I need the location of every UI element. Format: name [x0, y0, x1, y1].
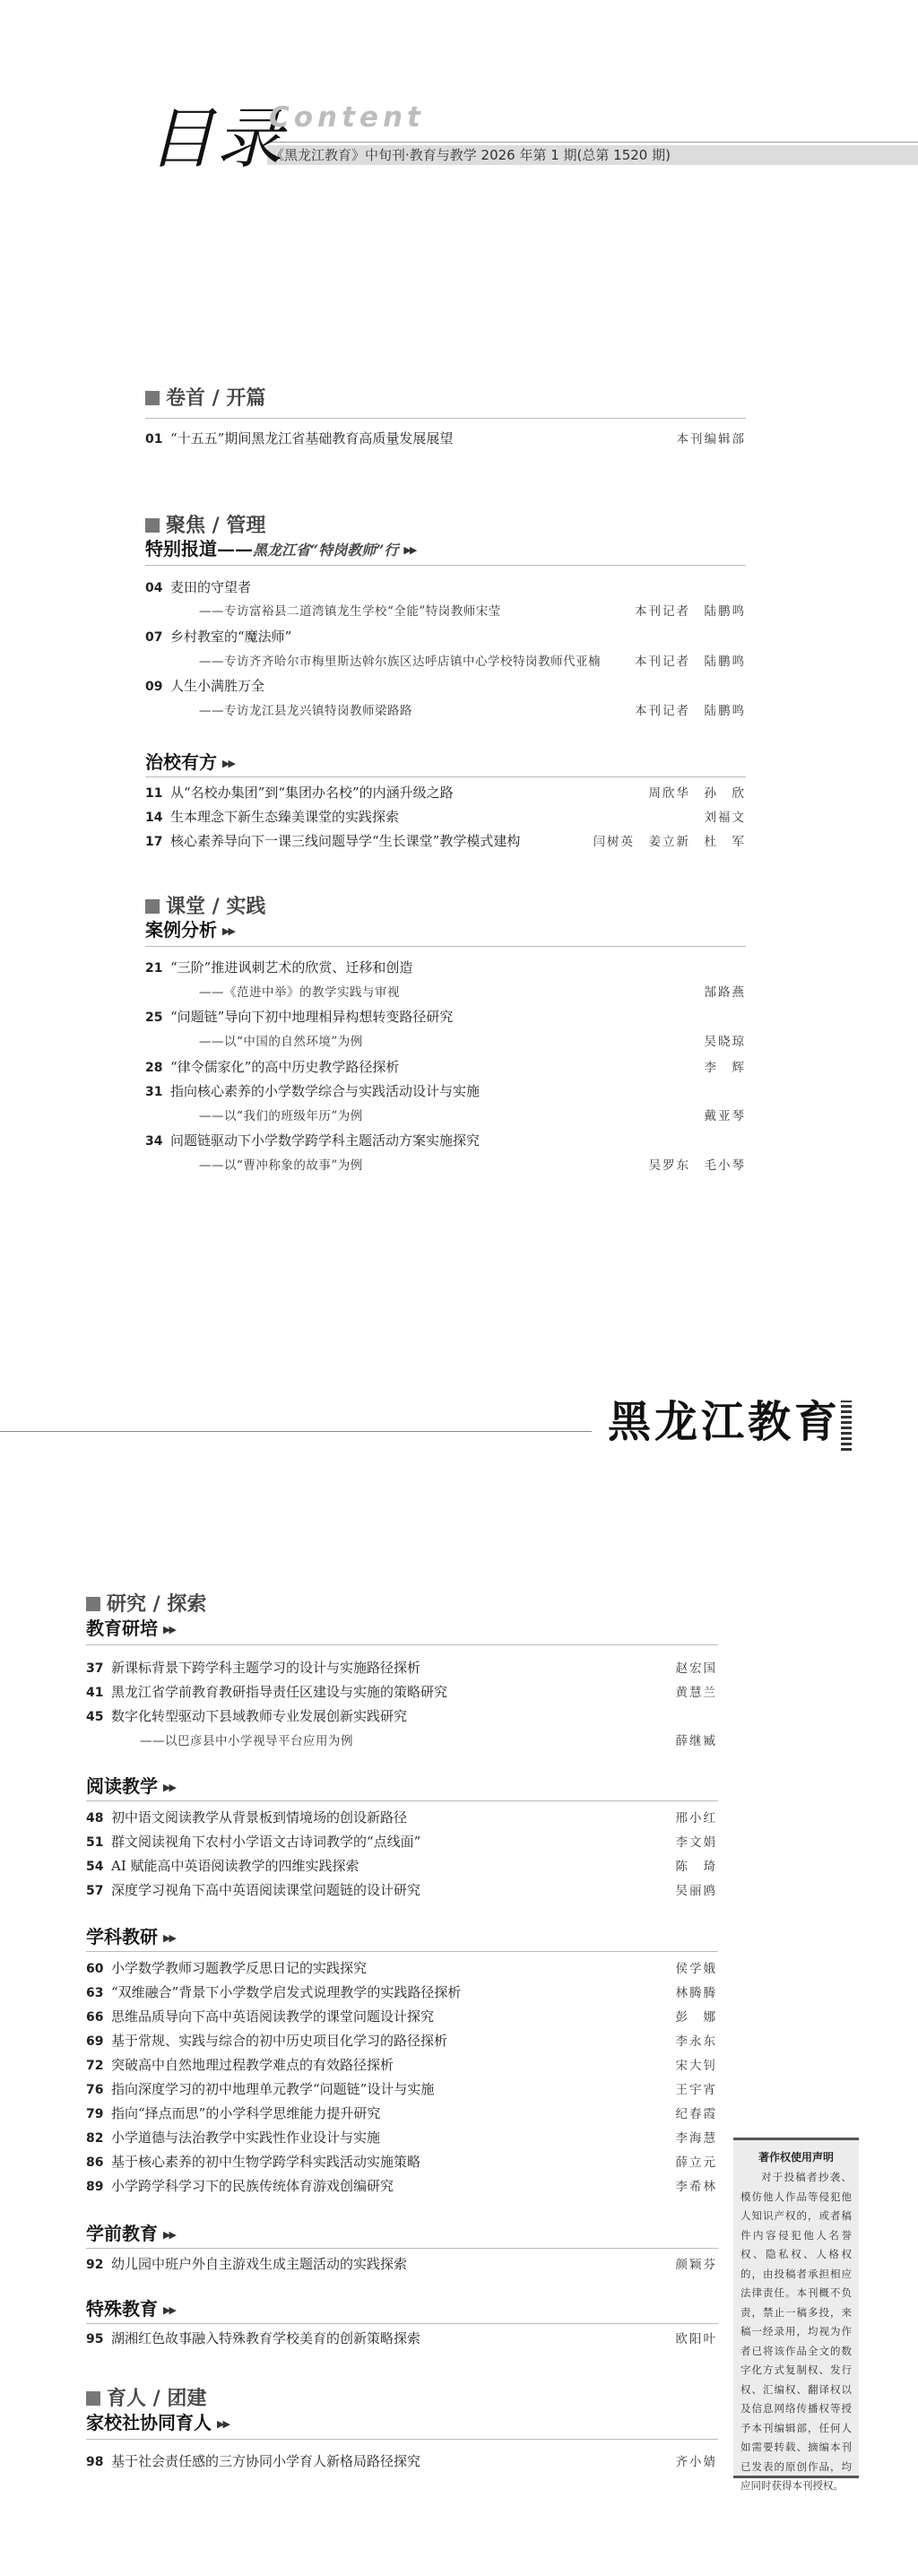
square-bullet-icon: [86, 2391, 100, 2406]
entry-title[interactable]: 基于核心素养的初中生物学跨学科实践活动实施策略: [111, 2154, 421, 2170]
entry-subtitle: ——以“中国的自然环境”为例: [199, 1035, 363, 1049]
entry-title[interactable]: 小学道德与法治教学中实践性作业设计与实施: [111, 2129, 381, 2146]
entry-title[interactable]: 初中语文阅读教学从背景板到情境场的创设新路径: [111, 1809, 408, 1826]
entry-title[interactable]: 小学跨学科学习下的民族传统体育游戏创编研究: [111, 2178, 394, 2194]
section-yuren: 育人 / 团建: [86, 2388, 206, 2411]
entry-title[interactable]: 问题链驱动下小学数学跨学科主题活动方案实施探究: [170, 1132, 481, 1149]
section-juanshou: 卷首 / 开篇: [145, 387, 265, 411]
entry-author: 林腾腾: [675, 1986, 717, 2000]
entry-number: 69: [86, 2034, 104, 2049]
entry-number: 79: [86, 2107, 104, 2121]
subsection-jiaxiao: 家校社协同育人 ▶▶: [86, 2412, 229, 2433]
entry-author: 侯学娥: [675, 1962, 717, 1976]
entry-number: 07: [145, 630, 163, 645]
entry-subtitle: ——专访富裕县二道湾镇龙生学校“全能”特岗教师宋莹: [199, 604, 501, 619]
entry-title[interactable]: 乡村教室的“魔法师”: [170, 629, 292, 645]
section-rule: [86, 1951, 718, 1952]
section-ketang: 课堂 / 实践: [145, 896, 265, 919]
entry-number: 09: [145, 680, 163, 694]
entry-number: 25: [145, 1010, 163, 1025]
copyright-box-top-rule: [733, 2138, 859, 2140]
entry-number: 11: [145, 786, 163, 801]
entry-number: 66: [86, 2010, 104, 2025]
entry-number: 60: [86, 1962, 104, 1976]
entry-title[interactable]: 湖湘红色故事融入特殊教育学校美育的创新策略探索: [111, 2330, 421, 2346]
entry-title[interactable]: 思维品质导向下高中英语阅读教学的课堂问题设计探究: [111, 2008, 435, 2025]
double-arrow-icon: ▶▶: [163, 1782, 175, 1793]
entry-title[interactable]: 基于社会责任感的三方协同小学育人新格局路径探究: [111, 2453, 421, 2469]
entry-title[interactable]: “三阶”推进讽刺艺术的欣赏、迁移和创造: [170, 959, 413, 976]
section-rule: [145, 776, 746, 777]
entry-number: 37: [86, 1661, 104, 1676]
entry-number: 45: [86, 1710, 104, 1724]
entry-number: 57: [86, 1884, 104, 1898]
entry-number: 54: [86, 1860, 104, 1874]
page-title: 目录: [148, 100, 284, 178]
content-word: Content: [269, 101, 425, 134]
entry-title[interactable]: 指向“择点而思”的小学科学思维能力提升研究: [111, 2105, 381, 2121]
entry-subtitle: ——专访齐齐哈尔市梅里斯达斡尔族区达呼店镇中心学校特岗教师代亚楠: [199, 655, 601, 669]
entry-number: 72: [86, 2059, 104, 2073]
entry-title[interactable]: “问题链”导向下初中地理相异构想转变路径研究: [170, 1009, 454, 1025]
subsection-zhixiao: 治校有方 ▶▶: [145, 751, 234, 773]
entry-author: 宋大钊: [675, 2059, 717, 2073]
entry-author: 本刊编辑部: [676, 432, 746, 447]
entry-author: 李文娟: [675, 1835, 717, 1850]
entry-author: 颜颖芬: [675, 2258, 717, 2272]
entry-author: 吴晓琼: [704, 1035, 746, 1049]
entry-title[interactable]: 指向核心素养的小学数学综合与实践活动设计与实施: [170, 1083, 481, 1099]
issue-subtitle: 《黑龙江教育》中旬刊·教育与教学 2026 年第 1 期(总第 1520 期): [271, 147, 671, 163]
subsection-yuedu: 阅读教学 ▶▶: [86, 1775, 175, 1797]
entry-author: 赵宏国: [675, 1661, 717, 1676]
entry-number: 14: [145, 811, 163, 825]
entry-title[interactable]: 麦田的守望者: [170, 579, 252, 595]
calligraphy-edge: [841, 1401, 852, 1451]
entry-title[interactable]: 数字化转型驱动下县域教师专业发展创新实践研究: [111, 1708, 408, 1724]
entry-author: 郜路燕: [704, 985, 746, 1000]
section-rule: [145, 565, 746, 566]
entry-author: 戴亚琴: [704, 1109, 746, 1123]
entry-number: 89: [86, 2180, 104, 2194]
entry-author: 彭 娜: [675, 2010, 717, 2025]
entry-subtitle: ——《范进中举》的教学实践与审视: [199, 985, 400, 1000]
entry-title[interactable]: 黑龙江省学前教育教研指导责任区建设与实施的策略研究: [111, 1684, 448, 1700]
entry-author: 邢小红: [675, 1811, 717, 1826]
double-arrow-icon: ▶▶: [217, 2418, 229, 2430]
entry-author: 薛立元: [675, 2155, 717, 2170]
entry-title[interactable]: 新课标背景下跨学科主题学习的设计与实施路径探析: [111, 1660, 421, 1676]
section-yanjiu: 研究 / 探索: [86, 1593, 206, 1617]
entry-number: 92: [86, 2258, 104, 2272]
entry-number: 01: [145, 432, 163, 447]
entry-author: 陈 琦: [675, 1860, 717, 1874]
square-bullet-icon: [145, 518, 160, 533]
entry-author: 闫树英 姜立新 杜 军: [593, 835, 746, 849]
entry-number: 04: [145, 581, 163, 595]
square-bullet-icon: [145, 391, 160, 405]
section-rule: [145, 418, 746, 419]
entry-author: 吴罗东 毛小琴: [648, 1158, 746, 1173]
section-rule: [86, 2248, 718, 2249]
entry-author: 吴丽鸥: [675, 1884, 717, 1898]
page-divider: [0, 1431, 592, 1432]
entry-number: 95: [86, 2332, 104, 2346]
double-arrow-icon: ▶▶: [163, 1624, 175, 1635]
entry-author: 本刊记者 陆鹏鸣: [635, 604, 746, 619]
subsection-anli: 案例分析 ▶▶: [145, 919, 234, 941]
section-rule: [86, 2439, 718, 2440]
entry-number: 76: [86, 2083, 104, 2097]
entry-number: 41: [86, 1686, 104, 1700]
entry-title[interactable]: 从“名校办集团”到“集团办名校”的内涵升级之路: [170, 785, 454, 801]
copyright-body: 对于投稿者抄袭、模仿他人作品等侵犯他人知识产权的，或者稿件内容侵犯他人名誉权、隐私权、人格权的，由投稿者承担相应法律责任。本刊概不负责，禁止一稿多投，来稿一经录用，均视为作者已将该作品全文的数字化方式复制权、发行权、汇编权、翻译权以及信息网络传播权等授予本刊编辑部，任何人如需要转载、摘编本刊已发表的原创作品，均应同时获得本刊授权。: [740, 2171, 852, 2492]
calligraphy-logo: 黑龙江教育: [608, 1397, 842, 1447]
entry-author: 纪春霞: [675, 2107, 717, 2121]
entry-author: 黄慧兰: [675, 1686, 717, 1700]
entry-author: 本刊记者 陆鹏鸣: [635, 655, 746, 669]
double-arrow-icon: ▶▶: [222, 758, 234, 769]
entry-title[interactable]: 幼儿园中班户外自主游戏生成主题活动的实践探索: [111, 2256, 408, 2272]
entry-title[interactable]: AI 赋能高中英语阅读教学的四维实践探索: [111, 1858, 359, 1874]
entry-title[interactable]: 指向深度学习的初中地理单元教学“问题链”设计与实施: [111, 2081, 435, 2097]
double-arrow-icon: ▶▶: [163, 2229, 175, 2241]
entry-author: 周欣华 孙 欣: [648, 786, 746, 801]
entry-author: 本刊记者 陆鹏鸣: [635, 704, 746, 718]
entry-author: 李海慧: [675, 2131, 717, 2146]
entry-number: 63: [86, 1986, 104, 2000]
subsection-jiaoyu: 教育研培 ▶▶: [86, 1618, 175, 1639]
entry-number: 82: [86, 2131, 104, 2146]
entry-title[interactable]: 群文阅读视角下农村小学语文古诗词教学的“点线面”: [111, 1834, 421, 1850]
entry-title[interactable]: 小学数学教师习题教学反思日记的实践探究: [111, 1960, 368, 1976]
copyright-title: 著作权使用声明: [758, 2151, 834, 2164]
double-arrow-icon: ▶▶: [163, 1932, 175, 1944]
entry-title[interactable]: 生本理念下新生态臻美课堂的实践探索: [170, 809, 400, 825]
section-jujiao: 聚焦 / 管理: [145, 515, 265, 538]
entry-number: 98: [86, 2455, 104, 2469]
entry-number: 86: [86, 2155, 104, 2170]
section-rule: [86, 2323, 718, 2324]
entry-title[interactable]: 深度学习视角下高中英语阅读课堂问题链的设计研究: [111, 1882, 421, 1898]
entry-subtitle: ——专访龙江县龙兴镇特岗教师梁路路: [199, 704, 412, 718]
entry-subtitle: ——以巴彦县中小学视导平台应用为例: [140, 1734, 353, 1748]
entry-number: 31: [145, 1085, 163, 1099]
subsection-tebie: 特别报道——黑龙江省“特岗教师”行 ▶▶: [145, 538, 416, 559]
entry-author: 李希林: [675, 2180, 717, 2194]
entry-number: 21: [145, 961, 163, 976]
entry-title[interactable]: 核心素养导向下一课三线问题导学“生长课堂”教学模式建构: [170, 833, 521, 849]
section-rule: [86, 1644, 718, 1645]
entry-number: 48: [86, 1811, 104, 1826]
entry-author: 欧阳叶: [675, 2332, 717, 2346]
subsection-xueke: 学科教研 ▶▶: [86, 1926, 175, 1947]
entry-title[interactable]: “十五五”期间黑龙江省基础教育高质量发展展望: [170, 430, 454, 447]
entry-author: 李永东: [675, 2034, 717, 2049]
double-arrow-icon: ▶▶: [403, 544, 416, 556]
entry-author: 薛继臧: [675, 1734, 717, 1748]
entry-number: 51: [86, 1835, 104, 1850]
entry-number: 17: [145, 835, 163, 849]
section-rule: [145, 946, 746, 947]
entry-author: 齐小婧: [675, 2455, 717, 2469]
subsection-teshu: 特殊教育 ▶▶: [86, 2298, 175, 2320]
entry-title[interactable]: “双维融合”背景下小学数学启发式说理教学的实践路径探析: [111, 1984, 462, 2000]
entry-author: 王宇宵: [675, 2083, 717, 2097]
entry-title[interactable]: 基于常规、实践与综合的初中历史项目化学习的路径探析: [111, 2033, 448, 2049]
square-bullet-icon: [145, 899, 160, 914]
subsection-xueqian: 学前教育 ▶▶: [86, 2223, 175, 2244]
entry-author: 李 辉: [704, 1061, 746, 1075]
entry-author: 刘福文: [704, 811, 746, 825]
double-arrow-icon: ▶▶: [222, 925, 234, 937]
section-rule: [86, 1800, 718, 1801]
entry-number: 34: [145, 1134, 163, 1149]
entry-subtitle: ——以“我们的班级年历”为例: [199, 1109, 363, 1123]
header-line: [267, 142, 918, 143]
entry-title[interactable]: 突破高中自然地理过程教学难点的有效路径探析: [111, 2057, 394, 2073]
double-arrow-icon: ▶▶: [163, 2304, 175, 2316]
entry-title[interactable]: “律令儒家化”的高中历史教学路径探析: [170, 1059, 400, 1075]
entry-subtitle: ——以“曹冲称象的故事”为例: [199, 1158, 363, 1173]
entry-number: 28: [145, 1061, 163, 1075]
entry-title[interactable]: 人生小满胜万全: [170, 678, 265, 694]
square-bullet-icon: [86, 1597, 100, 1611]
